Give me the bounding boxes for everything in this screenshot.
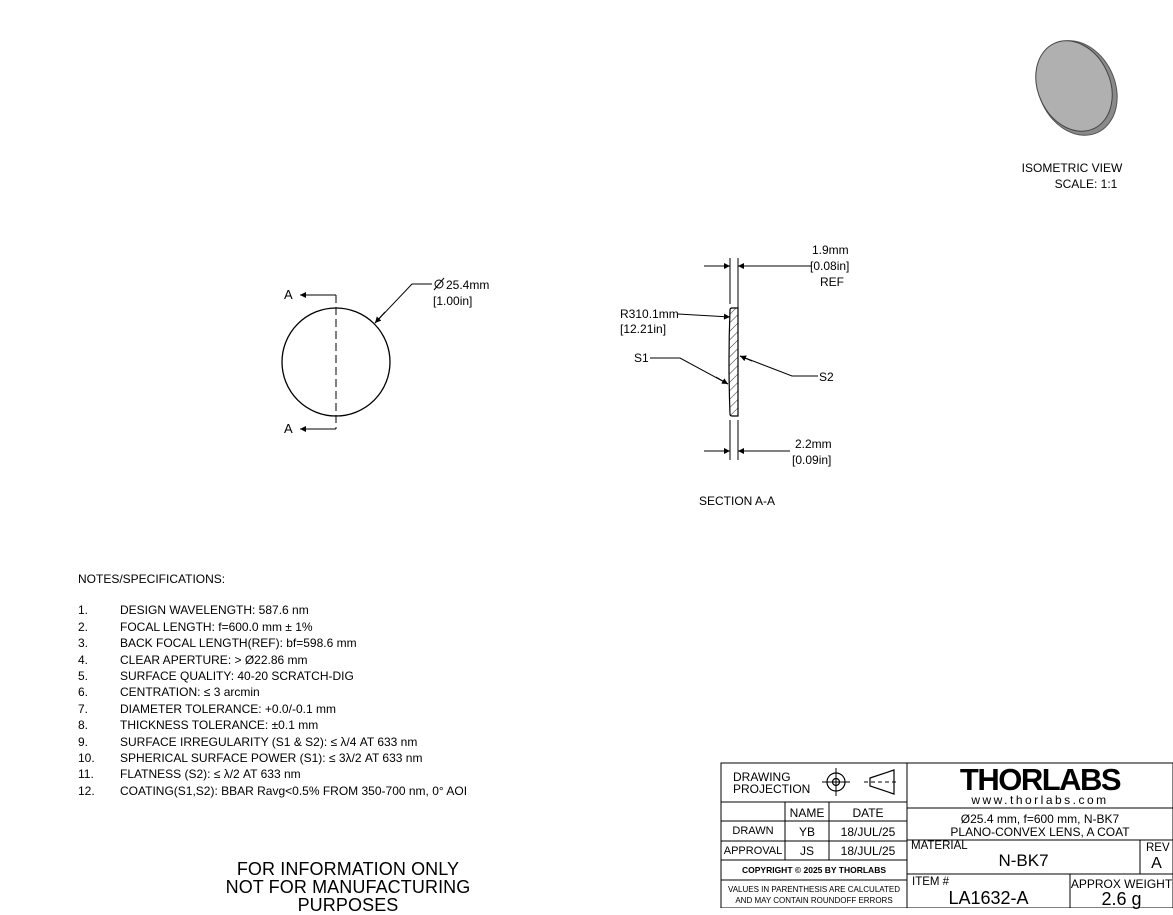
- weight-value: 2.6 g: [1101, 889, 1142, 909]
- note-item: [78, 602, 467, 618]
- note-number: 7.: [78, 701, 89, 716]
- edge-thickness-ref-label: REF: [820, 275, 844, 289]
- diameter-in-label: [1.00in]: [433, 294, 473, 308]
- lens-cross-section: [729, 308, 738, 416]
- note-number: 8.: [78, 718, 89, 733]
- rev-value: A: [1151, 855, 1162, 872]
- note-item: [78, 619, 467, 635]
- radius-in-label: [12.21in]: [620, 322, 667, 336]
- note-text: THICKNESS TOLERANCE: ±0.1 mm: [120, 718, 319, 733]
- isometric-view-title: ISOMETRIC VIEW: [1021, 161, 1123, 175]
- surface-2-label: S2: [819, 370, 834, 384]
- note-item: [78, 668, 467, 684]
- thorlabs-logo: THORLABS: [959, 762, 1121, 797]
- disclaimer: [178, 860, 518, 914]
- front-view: [282, 278, 489, 436]
- note-item: [78, 701, 467, 717]
- section-view: [620, 243, 849, 508]
- drawing-projection-label: DRAWING PROJECTION: [733, 770, 811, 796]
- material-label: MATERIAL: [911, 840, 968, 852]
- disclaimer-line-2: NOT FOR MANUFACTURING PURPOSES: [225, 877, 471, 915]
- note-item: [78, 766, 467, 782]
- website-url: www.thorlabs.com: [971, 793, 1109, 807]
- date-column-header: DATE: [852, 806, 884, 820]
- s2-leader: [740, 356, 818, 376]
- note-text: DESIGN WAVELENGTH: 587.6 nm: [120, 603, 309, 618]
- note-item: [78, 717, 467, 733]
- note-text: COATING(S1,S2): BBAR Ravg<0.5% FROM 350-700 nm, 0° AOI: [120, 783, 468, 798]
- notes-title: NOTES/SPECIFICATIONS:: [78, 572, 226, 586]
- note-item: [78, 783, 467, 799]
- first-angle-projection-icon: [822, 768, 898, 796]
- note-number: 1.: [78, 603, 89, 618]
- isometric-lens-icon: [1022, 28, 1133, 149]
- diameter-leader: [375, 284, 432, 323]
- edge-thickness-mm-label: 1.9mm: [812, 243, 849, 257]
- note-text: BACK FOCAL LENGTH(REF): bf=598.6 mm: [120, 636, 357, 651]
- note-text: CLEAR APERTURE: > Ø22.86 mm: [120, 652, 308, 667]
- disclaimer-line-1: FOR INFORMATION ONLY: [236, 859, 460, 879]
- note-text: FOCAL LENGTH: f=600.0 mm ± 1%: [120, 619, 313, 634]
- drawn-date: 18/JUL/25: [840, 825, 896, 839]
- name-column-header: NAME: [789, 806, 825, 820]
- item-label: ITEM #: [912, 876, 950, 888]
- notes-specifications: [78, 571, 467, 799]
- note-text: CENTRATION: ≤ 3 arcmin: [120, 685, 260, 700]
- section-label-bottom: A: [284, 421, 293, 436]
- drawn-name: YB: [798, 825, 815, 839]
- center-thickness-in-label: [0.09in]: [792, 453, 832, 467]
- note-number: 6.: [78, 685, 89, 700]
- note-text: SURFACE QUALITY: 40-20 SCRATCH-DIG: [120, 669, 354, 684]
- approval-label: APPROVAL: [723, 845, 783, 857]
- center-thickness-mm-label: 2.2mm: [795, 437, 832, 451]
- item-value: LA1632-A: [948, 888, 1029, 908]
- section-label-top: A: [284, 287, 293, 302]
- note-item: [78, 652, 467, 668]
- note-text: SPHERICAL SURFACE POWER (S1): ≤ 3λ/2 AT 633 nm: [120, 751, 423, 766]
- note-number: 4.: [78, 652, 89, 667]
- copyright-text: COPYRIGHT © 2025 BY THORLABS: [741, 865, 887, 875]
- surface-1-label: S1: [634, 351, 649, 365]
- note-number: 5.: [78, 669, 89, 684]
- note-item: [78, 750, 467, 766]
- weight-label: APPROX WEIGHT: [1070, 877, 1173, 891]
- drawn-label: DRAWN: [732, 825, 774, 837]
- approval-date: 18/JUL/25: [840, 844, 896, 858]
- edge-thickness-in-label: [0.08in]: [810, 259, 850, 273]
- note-text: FLATNESS (S2): ≤ λ/2 AT 633 nm: [120, 767, 301, 782]
- note-number: 10.: [78, 751, 95, 766]
- isometric-view-scale: SCALE: 1:1: [1054, 177, 1118, 191]
- notes-list: [78, 602, 467, 799]
- radius-mm-label: R310.1mm: [620, 307, 679, 321]
- approval-name: JS: [799, 844, 814, 858]
- note-item: [78, 635, 467, 651]
- part-description: Ø25.4 mm, f=600 mm, N-BK7 PLANO-CONVEX LENS, A COAT: [950, 812, 1130, 839]
- diameter-mm-label: 25.4mm: [446, 278, 490, 292]
- rev-label: REV: [1146, 842, 1170, 854]
- section-view-title: SECTION A-A: [698, 494, 776, 508]
- material-value: N-BK7: [998, 851, 1049, 870]
- values-note: VALUES IN PARENTHESIS ARE CALCULATED AND MAY CONTAIN ROUNDOFF ERRORS: [727, 885, 901, 905]
- note-item: [78, 734, 467, 750]
- note-number: 11.: [78, 767, 94, 782]
- note-number: 2.: [78, 619, 89, 634]
- radius-leader: [678, 314, 730, 317]
- note-text: SURFACE IRREGULARITY (S1 & S2): ≤ λ/4 AT 633 nm: [120, 734, 418, 749]
- note-number: 9.: [78, 734, 89, 749]
- note-number: 3.: [78, 636, 89, 651]
- s1-leader: [650, 358, 728, 384]
- diameter-symbol-icon: [434, 278, 444, 290]
- note-text: DIAMETER TOLERANCE: +0.0/-0.1 mm: [120, 701, 336, 716]
- note-number: 12.: [78, 783, 95, 798]
- isometric-view: [1022, 28, 1133, 191]
- note-item: [78, 684, 467, 700]
